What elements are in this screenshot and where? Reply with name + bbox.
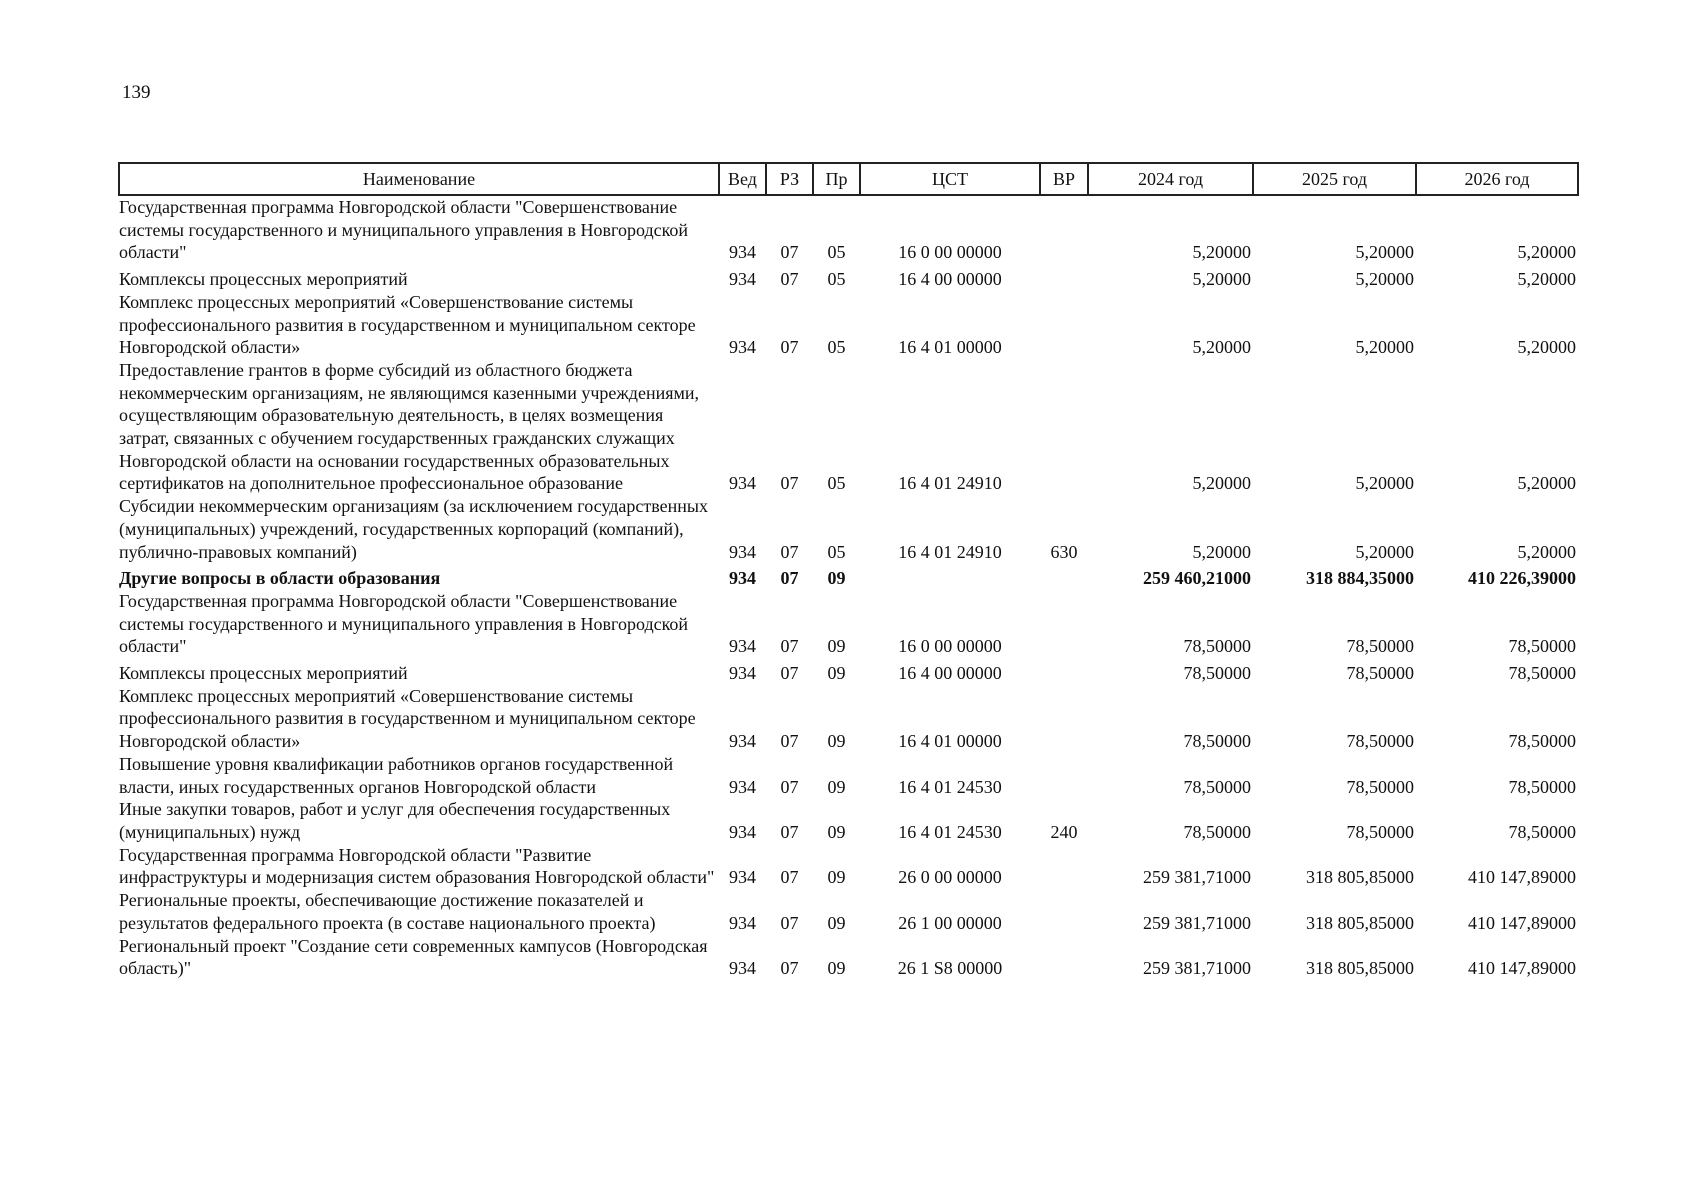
cell-name: Региональные проекты, обеспечивающие достижение показателей и результатов федерального проекта (в составе национального проекта)	[119, 890, 656, 933]
cell-y2026: 78,50000	[1508, 636, 1576, 657]
cell-name: Государственная программа Новгородской области "Совершенствование системы государственного и муниципального управления в Новгородской области"	[119, 590, 689, 657]
table-row	[119, 658, 1578, 685]
cell-cst	[860, 563, 1040, 590]
cell-pr: 09	[827, 731, 846, 752]
cell-y2026: 5,20000	[1517, 337, 1576, 358]
cell-cst: 16 4 01 00000	[898, 731, 1002, 752]
cell-y2025: 78,50000	[1346, 776, 1414, 797]
cell-ved: 934	[729, 473, 756, 494]
cell-vr	[1040, 291, 1088, 359]
cell-cst: 16 0 00 00000	[898, 636, 1002, 657]
cell-cst: 16 0 00 00000	[898, 242, 1002, 263]
cell-name: Предоставление грантов в форме субсидий из областного бюджета некоммерческим организациям, не являющимся казенными учреждениями, осуществляющим образовательную деятельность, в целях возмещения затрат, связанных с обучением государственных гражданских служащих Новгородской области на основании государственных образовательных сертификатов на дополнительное профессиональное образование	[119, 359, 700, 494]
col-header-2025: 2025 год	[1253, 163, 1416, 195]
cell-y2025: 318 805,85000	[1306, 912, 1414, 933]
cell-name: Комплекс процессных мероприятий «Совершенствование системы профессионального развития в государственном и муниципальном секторе Новгородской области»	[119, 291, 696, 358]
cell-vr	[1040, 359, 1088, 495]
table-row	[119, 495, 1578, 563]
cell-vr	[1040, 264, 1088, 291]
cell-pr: 05	[827, 242, 846, 263]
cell-vr: 630	[1050, 541, 1078, 562]
cell-pr: 09	[827, 912, 846, 933]
cell-y2024: 78,50000	[1183, 636, 1251, 657]
table-row	[119, 844, 1578, 889]
cell-y2024: 78,50000	[1183, 821, 1251, 842]
table-row	[119, 935, 1578, 980]
cell-rz: 07	[780, 242, 799, 263]
cell-ved: 934	[729, 912, 756, 933]
cell-y2025: 5,20000	[1355, 541, 1414, 562]
cell-y2025: 5,20000	[1355, 269, 1414, 290]
cell-rz: 07	[780, 958, 799, 979]
cell-vr	[1040, 935, 1088, 980]
cell-ved: 934	[729, 242, 756, 263]
table-row	[119, 291, 1578, 359]
cell-ved: 934	[729, 568, 756, 589]
cell-y2026: 78,50000	[1508, 731, 1576, 752]
cell-name: Комплексы процессных мероприятий	[119, 663, 408, 684]
cell-ved: 934	[729, 867, 756, 888]
cell-y2024: 78,50000	[1183, 663, 1251, 684]
cell-vr	[1040, 195, 1088, 264]
cell-vr	[1040, 685, 1088, 753]
cell-y2026: 410 147,89000	[1468, 867, 1576, 888]
cell-cst: 26 1 00 00000	[898, 912, 1002, 933]
cell-y2024: 259 381,71000	[1143, 912, 1251, 933]
cell-rz: 07	[780, 568, 799, 589]
table-row	[119, 685, 1578, 753]
cell-y2024: 5,20000	[1192, 242, 1251, 263]
cell-y2024: 5,20000	[1192, 541, 1251, 562]
cell-pr: 09	[827, 568, 846, 589]
cell-y2024: 259 381,71000	[1143, 958, 1251, 979]
cell-name: Повышение уровня квалификации работников органов государственной власти, иных государственных органов Новгородской области	[119, 753, 674, 797]
cell-name: Иные закупки товаров, работ и услуг для обеспечения государственных (муниципальных) нужд	[119, 799, 671, 842]
cell-rz: 07	[780, 636, 799, 657]
cell-vr	[1040, 753, 1088, 798]
cell-y2025: 78,50000	[1346, 636, 1414, 657]
cell-rz: 07	[780, 776, 799, 797]
cell-cst: 16 4 00 00000	[898, 663, 1002, 684]
cell-rz: 07	[780, 473, 799, 494]
page-number: 139	[122, 82, 151, 103]
cell-ved: 934	[729, 731, 756, 752]
cell-name: Комплекс процессных мероприятий «Совершенствование системы профессионального развития в государственном и муниципальном секторе Новгородской области»	[119, 685, 696, 752]
cell-pr: 09	[827, 776, 846, 797]
col-header-rz: РЗ	[766, 163, 813, 195]
col-header-pr: Пр	[813, 163, 860, 195]
cell-y2025: 5,20000	[1355, 337, 1414, 358]
cell-rz: 07	[780, 269, 799, 290]
cell-vr	[1040, 658, 1088, 685]
cell-y2026: 5,20000	[1517, 541, 1576, 562]
cell-y2026: 78,50000	[1508, 821, 1576, 842]
table-row	[119, 264, 1578, 291]
cell-rz: 07	[780, 541, 799, 562]
cell-pr: 05	[827, 473, 846, 494]
cell-cst: 16 4 01 24910	[898, 541, 1002, 562]
budget-table	[118, 162, 1579, 980]
cell-ved: 934	[729, 776, 756, 797]
cell-pr: 09	[827, 663, 846, 684]
cell-name: Комплексы процессных мероприятий	[119, 269, 408, 290]
cell-y2026: 78,50000	[1508, 776, 1576, 797]
cell-y2025: 5,20000	[1355, 242, 1414, 263]
cell-ved: 934	[729, 821, 756, 842]
cell-y2025: 78,50000	[1346, 731, 1414, 752]
table-row	[119, 889, 1578, 934]
cell-rz: 07	[780, 663, 799, 684]
cell-ved: 934	[729, 269, 756, 290]
cell-y2025: 318 884,35000	[1306, 568, 1414, 589]
cell-y2026: 5,20000	[1517, 473, 1576, 494]
cell-rz: 07	[780, 337, 799, 358]
cell-vr: 240	[1050, 821, 1078, 842]
cell-cst: 16 4 01 00000	[898, 337, 1002, 358]
cell-y2025: 78,50000	[1346, 663, 1414, 684]
cell-cst: 16 4 01 24530	[898, 776, 1002, 797]
cell-name: Государственная программа Новгородской области "Развитие инфраструктуры и модернизация систем образования Новгородской области"	[119, 844, 715, 888]
cell-y2024: 78,50000	[1183, 731, 1251, 752]
cell-vr	[1040, 889, 1088, 934]
cell-ved: 934	[729, 663, 756, 684]
cell-cst: 26 1 S8 00000	[897, 958, 1003, 979]
cell-name: Государственная программа Новгородской области "Совершенствование системы государственного и муниципального управления в Новгородской области"	[119, 197, 689, 263]
cell-rz: 07	[780, 867, 799, 888]
cell-y2026: 5,20000	[1517, 242, 1576, 263]
cell-ved: 934	[729, 958, 756, 979]
cell-pr: 09	[827, 636, 846, 657]
table-row	[119, 359, 1578, 495]
cell-pr: 09	[827, 821, 846, 842]
table-row	[119, 195, 1578, 264]
cell-y2026: 410 147,89000	[1468, 958, 1576, 979]
table-row	[119, 590, 1578, 658]
cell-y2025: 318 805,85000	[1306, 867, 1414, 888]
cell-pr: 05	[827, 541, 846, 562]
cell-y2024: 5,20000	[1192, 473, 1251, 494]
col-header-2026: 2026 год	[1416, 163, 1578, 195]
cell-cst: 16 4 00 00000	[898, 269, 1002, 290]
cell-vr	[1040, 590, 1088, 658]
cell-y2025: 5,20000	[1355, 473, 1414, 494]
cell-pr: 05	[827, 269, 846, 290]
table-body	[119, 195, 1578, 980]
cell-cst: 26 0 00 00000	[898, 867, 1002, 888]
cell-y2025: 318 805,85000	[1306, 958, 1414, 979]
col-header-ved: Вед	[719, 163, 766, 195]
cell-pr: 09	[827, 958, 846, 979]
table-row	[119, 753, 1578, 798]
cell-y2024: 259 381,71000	[1143, 867, 1251, 888]
table-header-row	[119, 163, 1578, 195]
col-header-cst: ЦСТ	[860, 163, 1040, 195]
cell-ved: 934	[729, 541, 756, 562]
cell-cst: 16 4 01 24910	[898, 473, 1002, 494]
cell-y2024: 259 460,21000	[1143, 568, 1251, 589]
cell-rz: 07	[780, 731, 799, 752]
table-row	[119, 798, 1578, 843]
cell-y2026: 5,20000	[1517, 269, 1576, 290]
cell-ved: 934	[729, 337, 756, 358]
cell-name: Другие вопросы в области образования	[119, 568, 441, 589]
cell-y2026: 78,50000	[1508, 663, 1576, 684]
col-header-name: Наименование	[119, 163, 719, 195]
cell-y2024: 78,50000	[1183, 776, 1251, 797]
cell-pr: 09	[827, 867, 846, 888]
cell-vr	[1040, 844, 1088, 889]
cell-y2026: 410 147,89000	[1468, 912, 1576, 933]
table-row	[119, 563, 1578, 590]
cell-name: Региональный проект "Создание сети современных кампусов (Новгородская область)"	[119, 935, 708, 979]
col-header-vr: ВР	[1040, 163, 1088, 195]
cell-rz: 07	[780, 912, 799, 933]
cell-y2024: 5,20000	[1192, 269, 1251, 290]
cell-y2025: 78,50000	[1346, 821, 1414, 842]
cell-pr: 05	[827, 337, 846, 358]
cell-y2026: 410 226,39000	[1468, 568, 1576, 589]
col-header-2024: 2024 год	[1088, 163, 1253, 195]
cell-vr	[1040, 563, 1088, 590]
cell-y2024: 5,20000	[1192, 337, 1251, 358]
cell-cst: 16 4 01 24530	[898, 821, 1002, 842]
cell-name: Субсидии некоммерческим организациям (за исключением государственных (муниципальных) учреждений, государственных корпораций (компаний), публично-правовых компаний)	[119, 496, 709, 562]
cell-rz: 07	[780, 821, 799, 842]
cell-ved: 934	[729, 636, 756, 657]
